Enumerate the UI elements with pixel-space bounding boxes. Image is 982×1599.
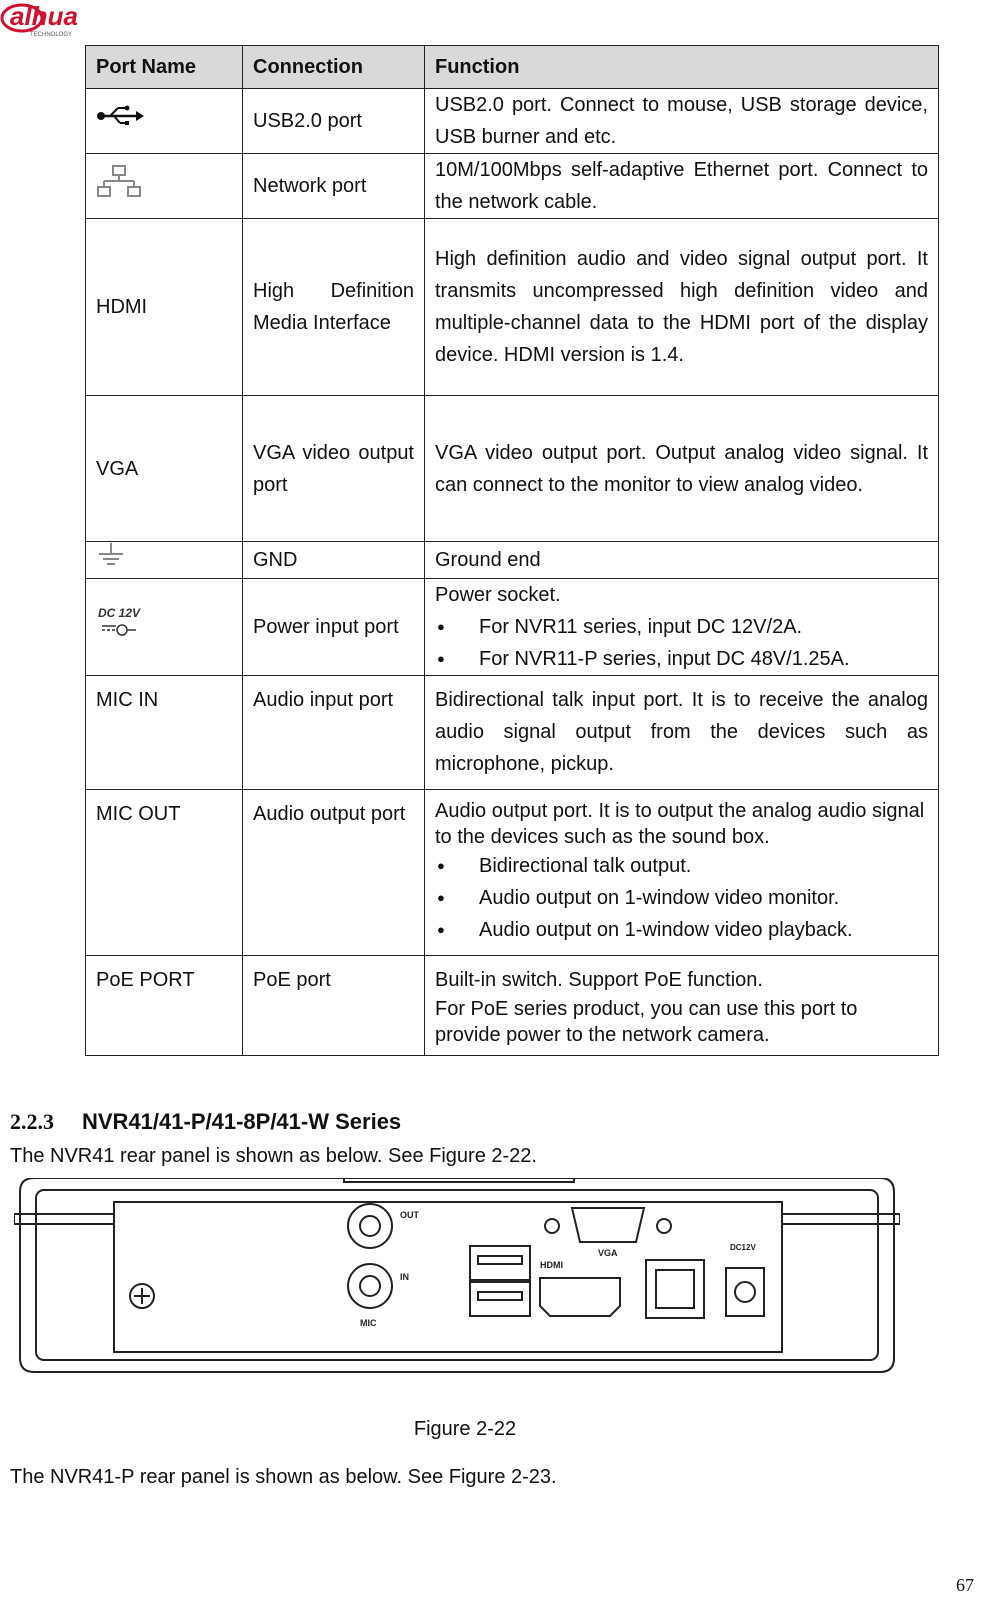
audio-out-jack — [348, 1204, 420, 1248]
function-cell: USB2.0 port. Connect to mouse, USB storage device, USB burner and etc. — [425, 89, 939, 154]
table-row — [86, 154, 939, 219]
network-port — [646, 1260, 704, 1318]
bullet-list — [435, 611, 928, 675]
connection-cell: VGA video output port — [243, 396, 425, 542]
connection-cell: High Definition Media Interface — [243, 219, 425, 396]
paragraph: The NVR41 rear panel is shown as below. See Figure 2-22. — [10, 1145, 537, 1167]
header-connection: Connection — [243, 46, 425, 89]
audio-in-jack — [348, 1264, 409, 1328]
function-cell — [425, 579, 939, 676]
header-port-name: Port Name — [86, 46, 243, 89]
connection-cell: Power input port — [243, 579, 425, 676]
port-cell — [86, 542, 243, 579]
svg-text:OUT: OUT — [400, 1210, 419, 1220]
ground-screw-icon — [130, 1284, 154, 1308]
vga-port — [545, 1208, 671, 1258]
port-name-cell: PoE PORT — [86, 956, 243, 1056]
bullet-item: ● For NVR11 series, input DC 12V/2A. — [435, 611, 928, 643]
port-cell — [86, 154, 243, 219]
svg-text:alhua: alhua — [10, 1, 78, 31]
table-row — [86, 542, 939, 579]
header-function: Function — [425, 46, 939, 89]
paragraph: The NVR41-P rear panel is shown as below. See Figure 2-23. — [10, 1466, 557, 1488]
network-icon — [96, 164, 142, 198]
svg-text:VGA: VGA — [598, 1248, 618, 1258]
function-cell: Ground end — [425, 542, 939, 579]
port-cell — [86, 579, 243, 676]
port-cell — [86, 89, 243, 154]
page-number: 67 — [956, 1575, 974, 1595]
table-row — [86, 956, 939, 1056]
table-row — [86, 676, 939, 790]
bullet-item: ● For NVR11-P series, input DC 48V/1.25A. — [435, 643, 928, 675]
hdmi-port — [540, 1260, 620, 1316]
connection-cell: GND — [243, 542, 425, 579]
port-name-cell: MIC IN — [86, 676, 243, 790]
svg-text:HDMI: HDMI — [540, 1260, 563, 1270]
port-name-cell: MIC OUT — [86, 790, 243, 956]
function-cell — [425, 790, 939, 956]
connection-cell: PoE port — [243, 956, 425, 1056]
function-cell: 10M/100Mbps self-adaptive Ethernet port. Connect to the network cable. — [425, 154, 939, 219]
power-port — [726, 1243, 764, 1316]
table-row — [86, 396, 939, 542]
table-header-row — [86, 46, 939, 89]
section-number: 2.2.3 — [10, 1109, 54, 1134]
dahua-logo — [0, 0, 120, 40]
port-name-cell: HDMI — [86, 219, 243, 396]
ground-icon — [96, 542, 126, 568]
table-row — [86, 219, 939, 396]
connection-cell: Audio output port — [243, 790, 425, 956]
svg-text:DC12V: DC12V — [730, 1243, 756, 1252]
section-heading — [10, 1109, 401, 1135]
figure-caption: Figure 2-22 — [413, 1418, 517, 1440]
svg-text:DC 12V: DC 12V — [98, 606, 141, 620]
svg-text:MIC: MIC — [360, 1318, 377, 1328]
bullet-item: ● Audio output on 1-window video playback. — [435, 914, 928, 946]
function-cell — [425, 956, 939, 1056]
bullet-item: ● Bidirectional talk output. — [435, 850, 928, 882]
usb-ports — [470, 1246, 530, 1316]
function-text: Power socket. — [435, 584, 561, 606]
connection-cell: USB2.0 port — [243, 89, 425, 154]
table-row — [86, 579, 939, 676]
table-row — [86, 790, 939, 956]
function-text-2: For PoE series product, you can use this port to provide power to the network camera. — [435, 998, 858, 1046]
bullet-item: ● Audio output on 1-window video monitor. — [435, 882, 928, 914]
table-row — [86, 89, 939, 154]
function-text: Built-in switch. Support PoE function. — [435, 969, 763, 991]
usb-icon — [96, 104, 148, 128]
svg-text:TECHNOLOGY: TECHNOLOGY — [30, 32, 73, 38]
connection-cell: Network port — [243, 154, 425, 219]
nvr41-rear-panel-figure — [14, 1178, 900, 1378]
function-text: Audio output port. It is to output the analog audio signal to the devices such as the sound box. — [435, 800, 925, 848]
function-cell: High definition audio and video signal output port. It transmits uncompressed high definition video and multiple-channel data to the HDMI port of the display device. HDMI version is 1.4. — [425, 219, 939, 396]
port-name-cell: VGA — [86, 396, 243, 542]
port-table — [85, 45, 939, 1056]
function-cell: VGA video output port. Output analog video signal. It can connect to the monitor to view analog video. — [425, 396, 939, 542]
section-title: NVR41/41-P/41-8P/41-W Series — [82, 1109, 402, 1134]
svg-text:IN: IN — [400, 1272, 409, 1282]
bullet-list — [435, 850, 928, 946]
function-cell: Bidirectional talk input port. It is to receive the analog audio signal output from the devices such as microphone, pickup. — [425, 676, 939, 790]
connection-cell: Audio input port — [243, 676, 425, 790]
dc12v-icon — [96, 604, 146, 640]
